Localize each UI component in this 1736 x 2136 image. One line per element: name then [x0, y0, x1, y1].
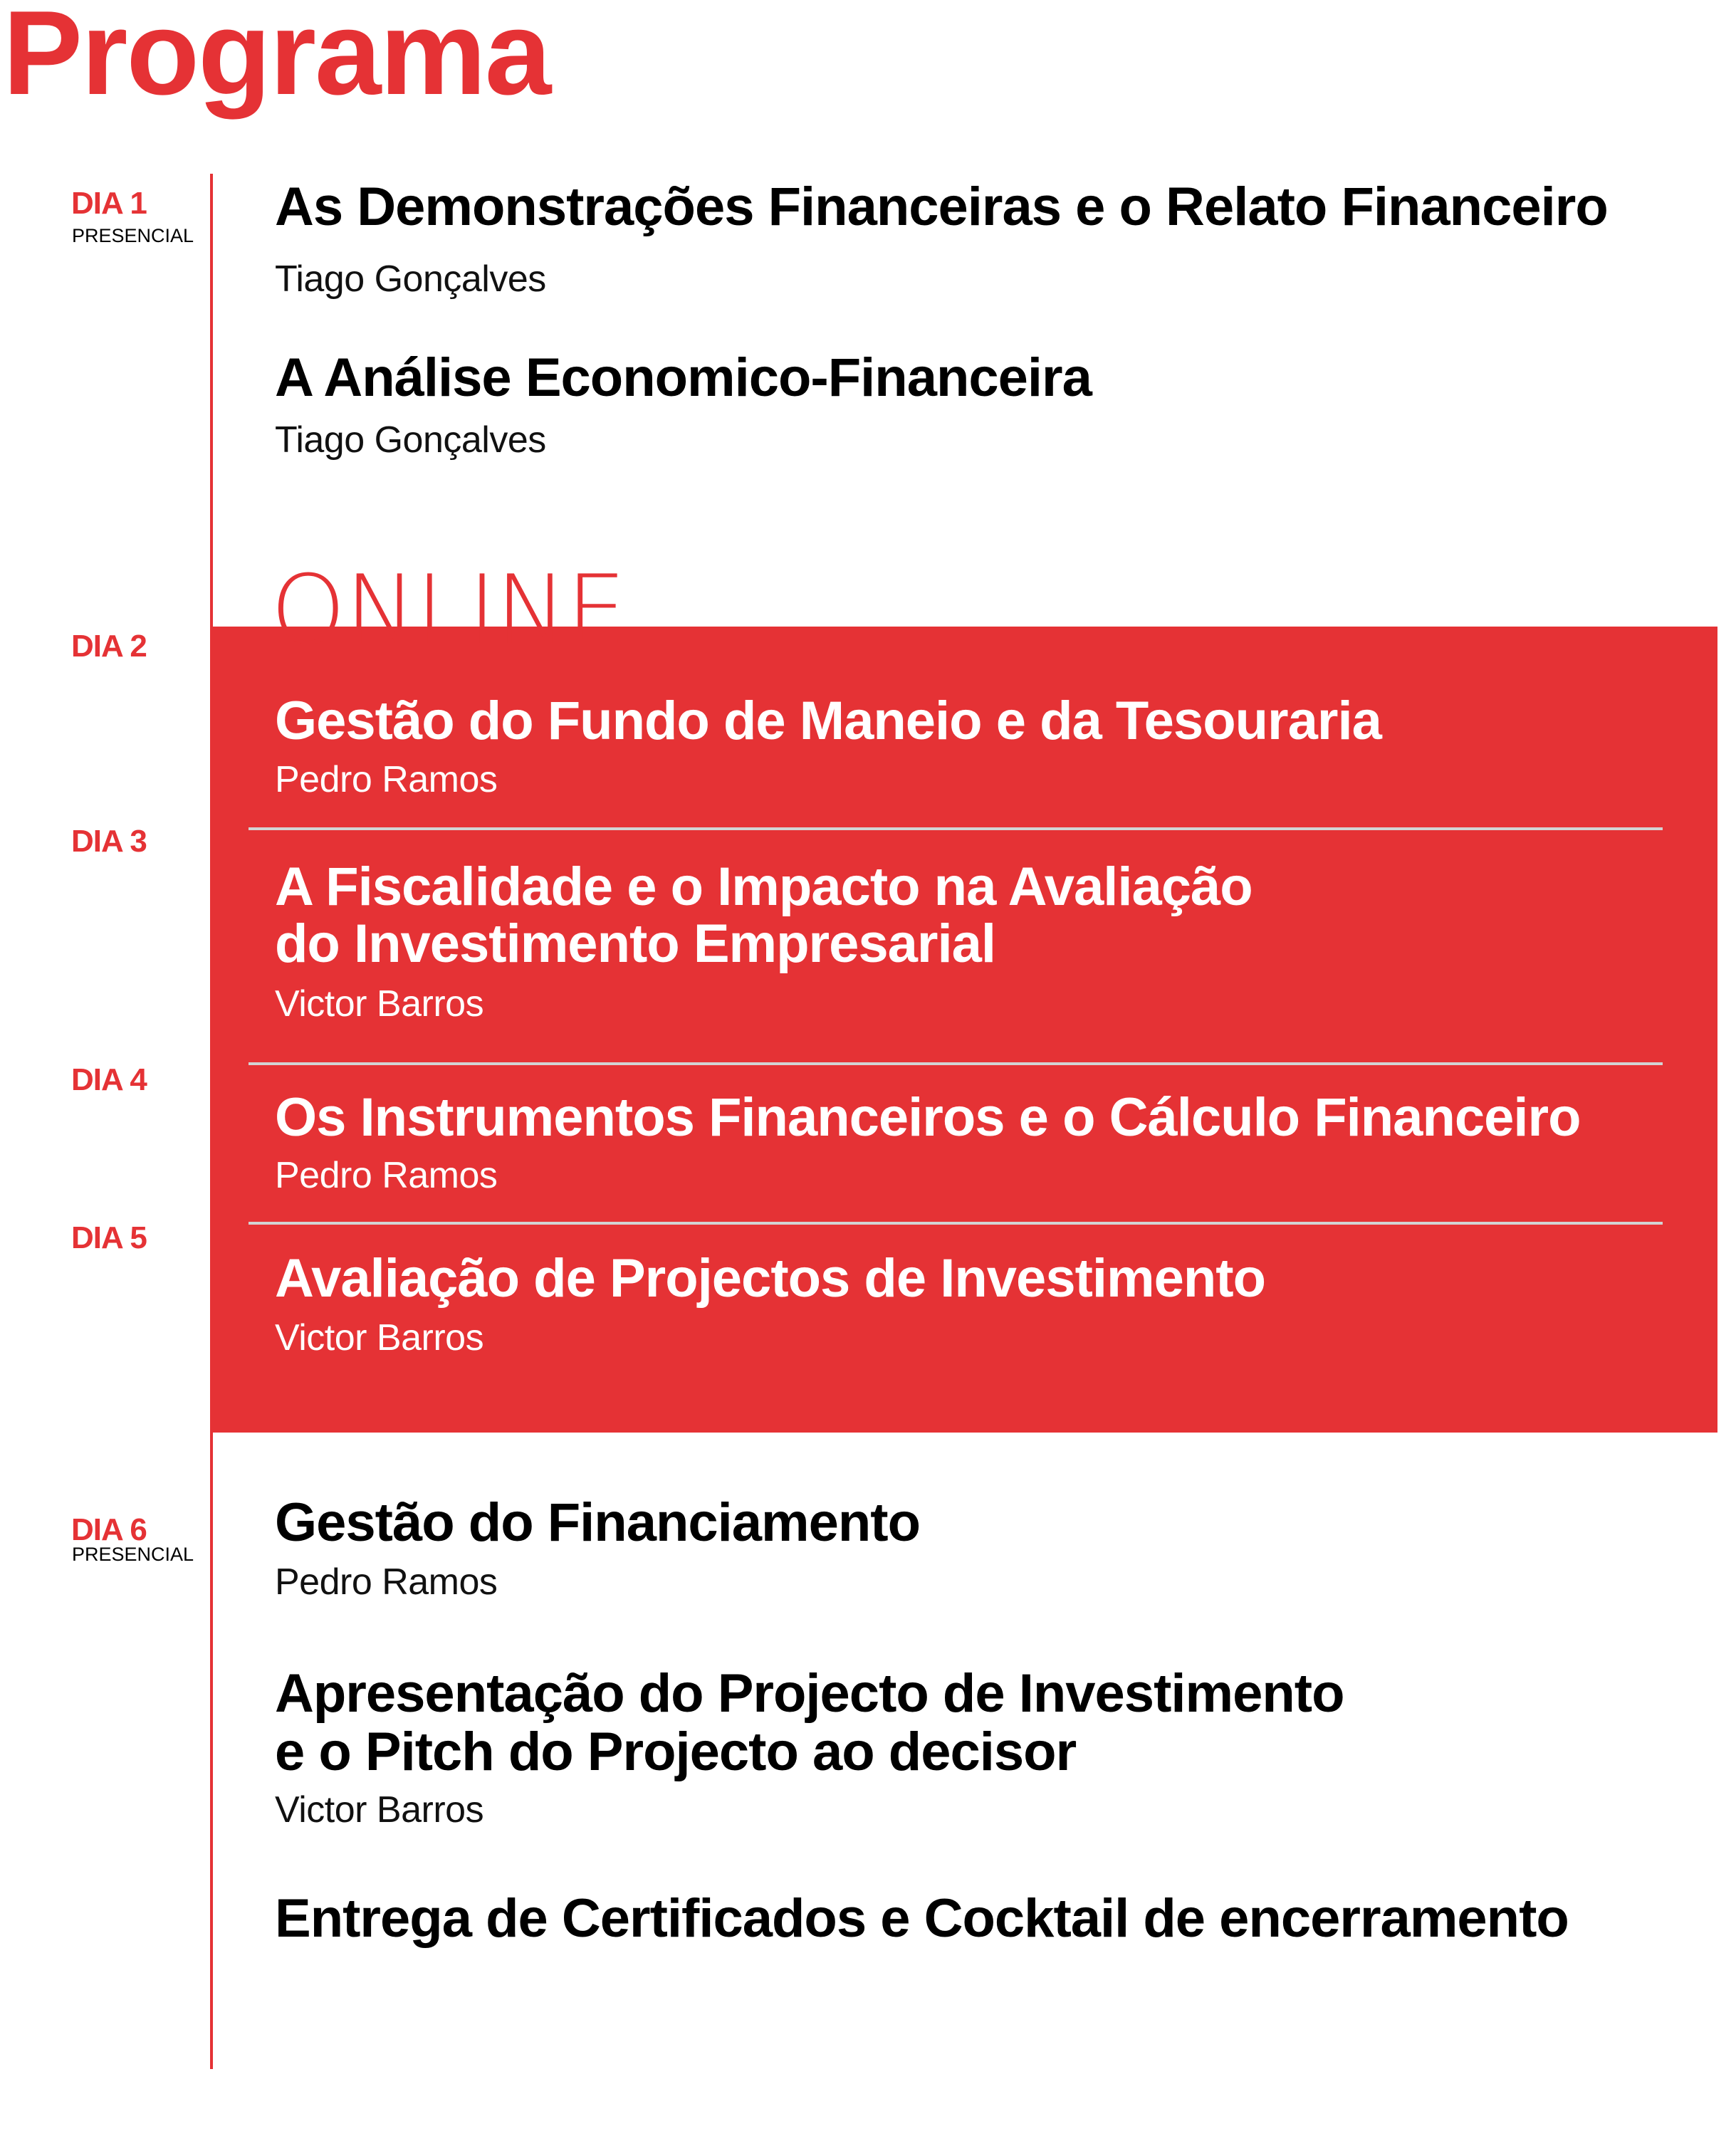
day-mode-6: PRESENCIAL — [72, 1544, 194, 1565]
day-mode-1: PRESENCIAL — [72, 225, 194, 246]
day-label-1: DIA 1 — [71, 186, 147, 221]
session-divider — [249, 827, 1663, 830]
day-label-6: DIA 6 — [71, 1512, 147, 1547]
day-label-3: DIA 3 — [71, 824, 147, 859]
session-title: Os Instrumentos Financeiros e o Cálculo Financeiro — [275, 1087, 1581, 1148]
session-title: Gestão do Fundo de Maneio e da Tesouraria — [275, 691, 1381, 751]
day-label-4: DIA 4 — [71, 1062, 147, 1097]
day-label-5: DIA 5 — [71, 1220, 147, 1255]
session-speaker: Pedro Ramos — [275, 1561, 498, 1603]
session-title: Entrega de Certificados e Cocktail de encerramento — [275, 1888, 1569, 1949]
session-divider — [249, 1062, 1663, 1065]
session-speaker: Victor Barros — [275, 1789, 484, 1831]
page-title: Programa — [3, 0, 550, 120]
session-speaker: Victor Barros — [275, 1317, 484, 1358]
session-title-line-2: do Investimento Empresarial — [275, 913, 995, 974]
session-title: Gestão do Financiamento — [275, 1492, 921, 1553]
session-divider — [249, 1222, 1663, 1225]
session-speaker: Tiago Gonçalves — [275, 258, 546, 300]
day-label-2: DIA 2 — [71, 629, 147, 664]
session-title: As Demonstrações Financeiras e o Relato Financeiro — [275, 177, 1608, 237]
session-speaker: Victor Barros — [275, 983, 484, 1025]
session-title-line-1: Apresentação do Projecto de Investimento — [275, 1663, 1344, 1724]
session-title: Avaliação de Projectos de Investimento — [275, 1248, 1266, 1309]
online-label: ONLINE — [271, 555, 626, 666]
session-title-line-2: e o Pitch do Projecto ao decisor — [275, 1722, 1077, 1782]
session-speaker: Pedro Ramos — [275, 1155, 498, 1196]
session-title: A Análise Economico-Financeira — [275, 347, 1092, 408]
session-speaker: Tiago Gonçalves — [275, 419, 546, 461]
session-speaker: Pedro Ramos — [275, 759, 498, 800]
session-title-line-1: A Fiscalidade e o Impacto na Avaliação — [275, 857, 1253, 917]
